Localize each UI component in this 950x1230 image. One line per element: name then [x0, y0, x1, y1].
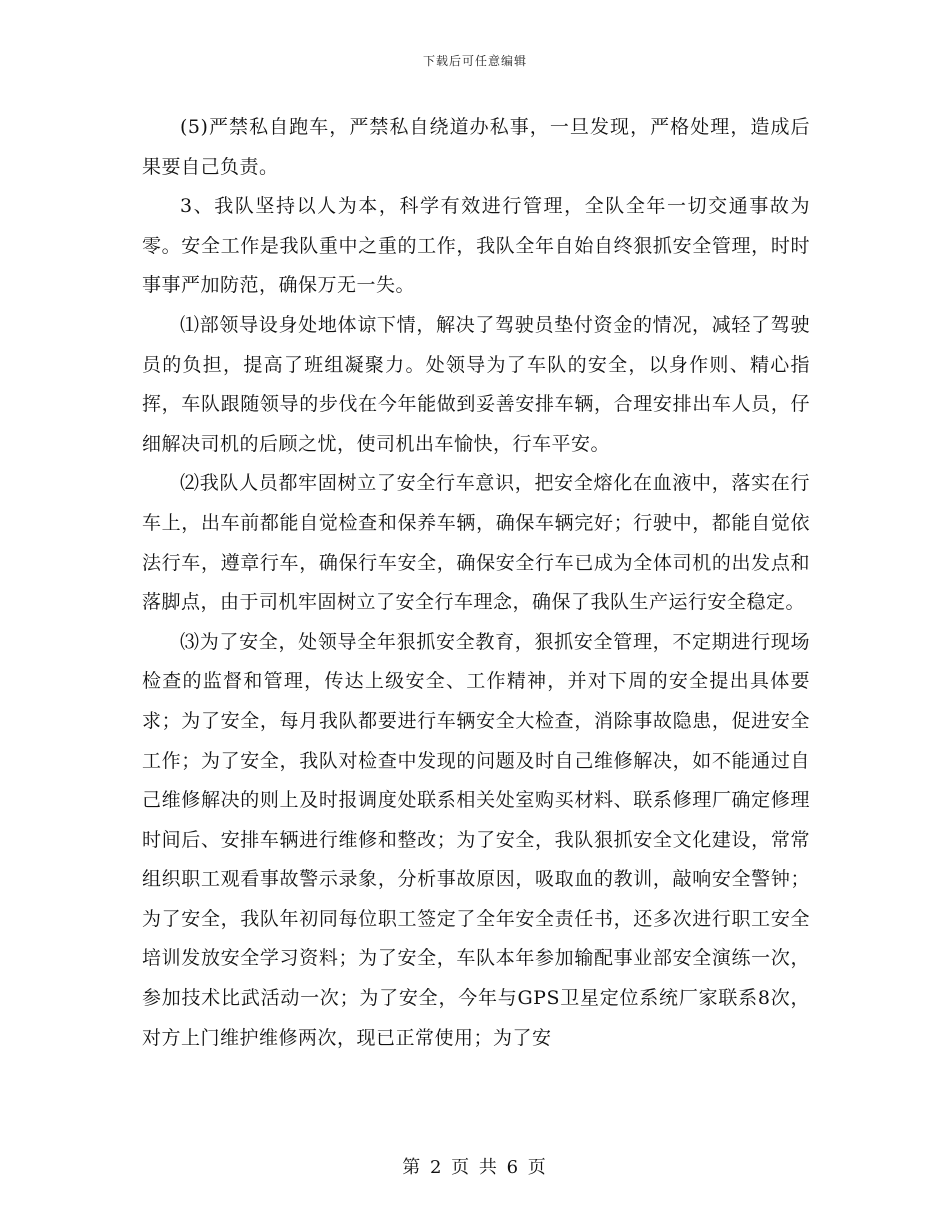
document-body	[142, 108, 810, 1058]
paragraph-item-1: ⑴部领导设身处地体谅下情，解决了驾驶员垫付资金的情况，减轻了驾驶员的负担，提高了班组凝聚力。处领导为了车队的安全，以身作则、精心指挥，车队跟随领导的步伐在今年能做到妥善安排车辆，合理安排出车人员，仔细解决司机的后顾之忧，使司机出车愉快，行车平安。	[142, 313, 810, 455]
paragraph-item-5: (5)严禁私自跑车，严禁私自绕道办私事，一旦发现，严格处理，造成后果要自己负责。	[142, 116, 810, 178]
paragraph-section-3: 3、我队坚持以人为本，科学有效进行管理，全队全年一切交通事故为零。安全工作是我队重中之重的工作，我队全年自始自终狠抓安全管理，时时事事严加防范，确保万无一失。	[142, 195, 810, 297]
page-header: 下载后可任意编辑	[422, 54, 527, 68]
paragraph-item-2: ⑵我队人员都牢固树立了安全行车意识，把安全熔化在血液中，落实在行车上，出车前都能自觉检查和保养车辆，确保车辆完好；行驶中，都能自觉依法行车，遵章行车，确保行车安全，确保安全行车已成为全体司机的出发点和落脚点，由于司机牢固树立了安全行车理念，确保了我队生产运行安全稳定。	[142, 472, 810, 614]
page-number: 第 2 页 共 6 页	[402, 1157, 548, 1178]
paragraph-item-3: ⑶为了安全，处领导全年狠抓安全教育，狠抓安全管理，不定期进行现场检查的监督和管理，传达上级安全、工作精神，并对下周的安全提出具体要求；为了安全，每月我队都要进行车辆安全大检查，消除事故隐患，促进安全工作；为了安全，我队对检查中发现的问题及时自己维修解决，如不能通过自己维修解决的则上及时报调度处联系相关处室购买材料、联系修理厂确定修理时间后、安排车辆进行维修和整改；为了安全，我队狠抓安全文化建设，常常组织职工观看事故警示录象，分析事故原因，吸取血的教训，敲响安全警钟；为了安全，我队年初同每位职工签定了全年安全责任书，还多次进行职工安全培训发放安全学习资料；为了安全，车队本年参加输配事业部安全演练一次，参加技术比武活动一次；为了安全，今年与GPS卫星定位系统厂家联系8次，对方上门维护维修两次，现已正常使用；为了安	[142, 630, 810, 1049]
